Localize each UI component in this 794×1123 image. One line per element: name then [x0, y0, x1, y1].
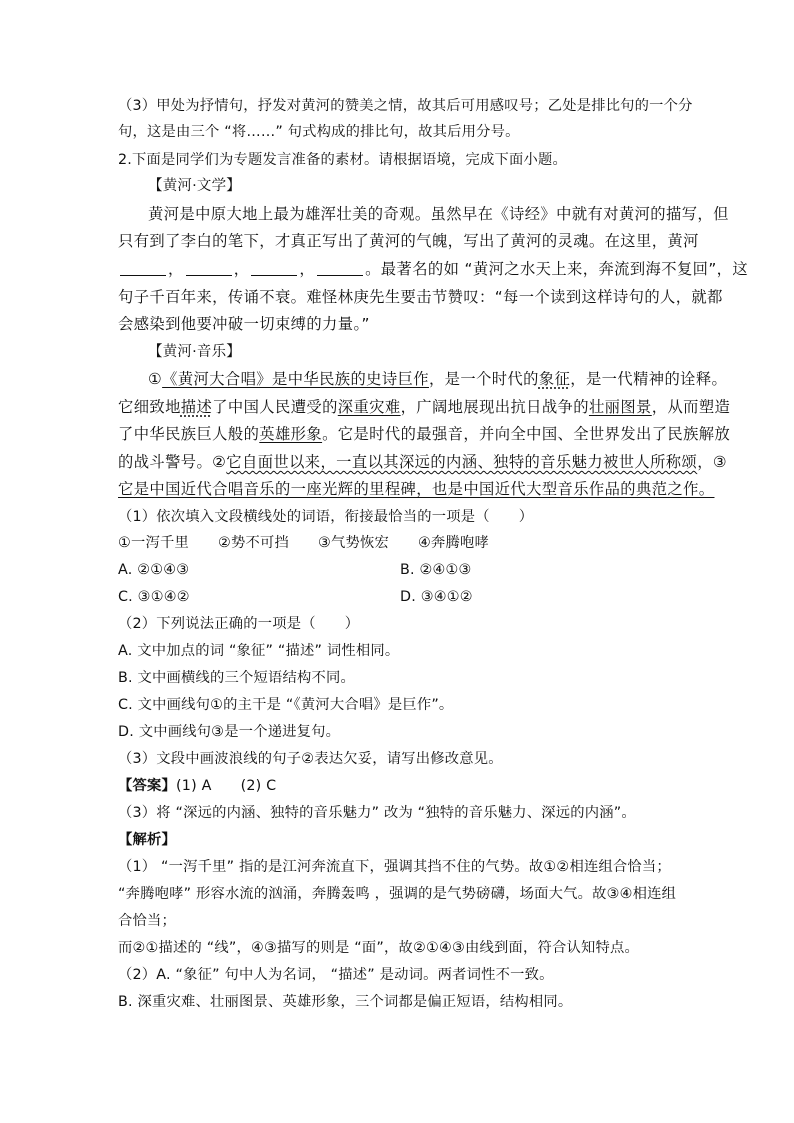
answer-values: (1) A (2) C	[176, 778, 277, 794]
section-heading-literature: 【黄河·文学】	[148, 178, 242, 194]
sentence-marker-1: ①	[148, 370, 163, 388]
text-run: 了中国人民遭受的	[212, 398, 338, 416]
answer-line-2: （3）将 “深远的内涵、独特的音乐魅力” 改为 “独特的音乐魅力、深远的内涵”。	[118, 805, 636, 821]
answer-line-1	[118, 776, 276, 796]
literature-para-line-3	[118, 259, 748, 279]
statement-c: C. 文中画线句①的主干是 “《黄河大合唱》是巨作”。	[118, 697, 454, 713]
analysis-line-5: （2）A. “象征” 句中人为名词， “描述” 是动词。两者词性不一致。	[118, 967, 554, 983]
section-heading-music: 【黄河·音乐】	[148, 344, 242, 360]
underlined-phrase-1: 深重灾难	[337, 398, 401, 416]
statement-d: D. 文中画线句③是一个递进复句。	[118, 724, 341, 740]
comma: ，	[168, 260, 184, 278]
option-d: D. ③④①②	[400, 589, 473, 605]
blank-1	[120, 261, 166, 276]
blank-3	[251, 261, 297, 276]
text-run: 。它是时代的最强音，并向全中国、全世界发出了民族解放	[322, 425, 731, 443]
analysis-line-3: 合恰当；	[118, 913, 176, 929]
option-a: A. ②①④③	[118, 562, 190, 578]
underlined-phrase-3: 英雄形象	[259, 425, 323, 443]
statement-a: A. 文中加点的词 “象征” “描述” 词性相同。	[118, 643, 400, 659]
blank-4	[317, 261, 363, 276]
question-2-intro: 2.下面是同学们为专题发言准备的素材。请根据语境，完成下面小题。	[118, 152, 567, 168]
sub-question-1: （1）依次填入文段横线处的词语，衔接最恰当的一项是（ ）	[118, 509, 534, 525]
dotted-word-symbol: 象征	[538, 370, 571, 388]
blank-2	[186, 261, 232, 276]
text-run: ，③	[697, 453, 728, 471]
music-para-line-1	[148, 369, 727, 389]
comma: ，	[233, 260, 250, 278]
prev-answer-line-1: （3）甲处为抒情句，抒发对黄河的赞美之情，故其后可用感叹号；乙处是排比句的一个分	[118, 98, 693, 114]
answer-label: 【答案】	[118, 778, 176, 794]
music-para-line-4	[118, 452, 727, 472]
text-run: ，广阔地展现出抗日战争的	[400, 398, 589, 416]
option-b: B. ②④①③	[400, 562, 472, 578]
sub-question-2: （2）下列说法正确的一项是（ ）	[118, 616, 360, 632]
underlined-sentence-1: 《黄河大合唱》是中华民族的史诗巨作	[162, 370, 429, 388]
music-para-line-2	[118, 397, 730, 417]
underlined-phrase-2: 壮丽图景	[588, 398, 652, 416]
analysis-label: 【解析】	[118, 832, 176, 848]
comma: ，	[299, 260, 316, 278]
analysis-line-4: 而②①描述的 “线”，④③描写的则是 “面”，故②①④③由线到面，符合认知特点。	[118, 940, 639, 956]
options-row-1	[118, 560, 472, 580]
literature-line-3-tail: 。最著名的如 “黄河之水天上来，奔流到海不复回”，这	[365, 260, 749, 278]
sub-question-3: （3）文段中画波浪线的句子②表达欠妥，请写出修改意见。	[118, 751, 503, 767]
text-run: 它细致地	[118, 398, 181, 416]
option-c: C. ③①④②	[118, 589, 190, 605]
text-run: ，是一个时代的	[428, 370, 539, 388]
statement-b: B. 文中画横线的三个短语结构不同。	[118, 670, 355, 686]
dotted-word-describe: 描述	[180, 398, 213, 416]
analysis-line-6: B. 深重灾难、壮丽图景、英雄形象，三个词都是偏正短语，结构相同。	[118, 994, 573, 1010]
options-row-2	[118, 587, 473, 607]
analysis-line-1: （1） “一泻千里” 指的是江河奔流直下，强调其挡不住的气势。故①②相连组合恰当；	[118, 859, 671, 875]
analysis-line-2: “奔腾咆哮” 形容水流的汹涌，奔腾轰鸣 ，强调的是气势磅礴，场面大气。故③④相连组	[118, 886, 677, 902]
text-run: 了中华民族巨人般的	[118, 425, 260, 443]
text-run: ，是一代精神的诠释。	[570, 370, 728, 388]
word-choices: ①一泻千里 ②势不可挡 ③气势恢宏 ④奔腾咆哮	[118, 535, 489, 551]
literature-para-line-5: 会感染到他要冲破一切束缚的力量。”	[118, 315, 370, 333]
wavy-underlined-sentence-2: 它自面世以来，一直以其深远的内涵、独特的音乐魅力被世人所称颂	[226, 453, 698, 471]
prev-answer-line-2: 句，这是由三个 “将……” 句式构成的排比句，故其后用分号。	[118, 124, 520, 140]
music-para-line-3	[118, 424, 730, 444]
text-run: ，从而塑造	[651, 398, 731, 416]
literature-para-line-4: 句子千百年来，传诵不衰。难怪林庚先生要击节赞叹：“每一个读到这样诗句的人，就都	[118, 288, 723, 306]
text-run: 的战斗警号。②	[118, 453, 227, 471]
underlined-sentence-3: 它是中国近代合唱音乐的一座光辉的里程碑，也是中国近代大型音乐作品的典范之作。	[118, 480, 715, 498]
literature-para-line-2: 只有到了李白的笔下，才真正写出了黄河的气魄，写出了黄河的灵魂。在这里，黄河	[118, 232, 699, 250]
literature-para-line-1: 黄河是中原大地上最为雄浑壮美的奇观。虽然早在《诗经》中就有对黄河的描写，但	[148, 205, 729, 223]
